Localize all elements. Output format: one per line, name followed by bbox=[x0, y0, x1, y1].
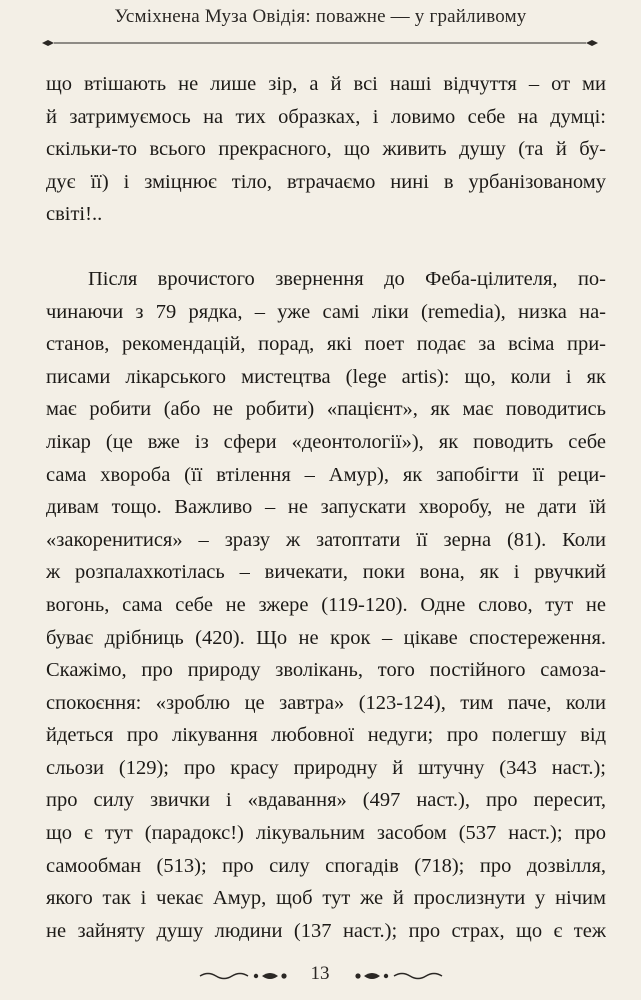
text-line: буває дрібниць (420). Що не крок – цікаве спостереження. bbox=[46, 626, 606, 649]
text-line: чинаючи з 79 рядка, – уже самі ліки (remedia), низка на- bbox=[46, 300, 606, 323]
page-number: 13 bbox=[310, 963, 330, 984]
text-line: сама хвороба (її втілення – Амур), як запобігти її реци- bbox=[46, 463, 606, 486]
text-line: не зайняту душу людини (137 наст.); про страх, що є теж bbox=[46, 919, 606, 942]
text-line: ж розпалахкотілась – вичекати, поки вона, як і рвучкий bbox=[46, 561, 606, 584]
text-line: сльози (129); про красу природну й штучну (343 наст.); bbox=[46, 756, 606, 779]
text-line: що є тут (парадокс!) лікувальним засобом (537 наст.); про bbox=[46, 822, 606, 845]
text-line: скільки-то всього прекрасного, що живить душу (та й бу- bbox=[46, 138, 606, 161]
text-line: спокоєння: «зроблю це завтра» (123-124), тим паче, коли bbox=[46, 691, 606, 714]
text-line: про силу звички і «вдавання» (497 наст.), про пересит, bbox=[46, 789, 606, 812]
text-line: дивам тощо. Важливо – не запускати хворобу, не дати їй bbox=[46, 496, 606, 519]
text-line: «закоренитися» – зразу ж затоптати її зерна (81). Коли bbox=[46, 528, 606, 551]
text-line: станов, рекомендацій, порад, які поет подає за всіма при- bbox=[46, 333, 606, 356]
text-line: Скажімо, про природу зволікань, того постійного самоза- bbox=[46, 659, 606, 682]
text-line: дує її) і зміцнює тіло, втрачаємо нині в урбанізованому bbox=[46, 170, 606, 193]
text-line: що втішають не лише зір, а й всі наші відчуття – от ми bbox=[46, 73, 606, 95]
text-line: лікар (це вже із сфери «деонтології»), як поводить себе bbox=[46, 430, 606, 453]
text-line: писами лікарського мистецтва (lege artis): що, коли і як bbox=[46, 365, 606, 388]
text-line: й затримуємось на тих образках, і ловимо себе на думці: bbox=[46, 105, 606, 128]
paragraph-1 bbox=[46, 68, 606, 231]
text-line: вогонь, сама себе не зжере (119-120). Одне слово, тут не bbox=[46, 593, 606, 616]
text-line: Після врочистого звернення до Феба-цілителя, по- bbox=[88, 267, 606, 290]
paragraph-gap bbox=[46, 231, 606, 263]
header-ornament-rule bbox=[40, 38, 600, 48]
text-line: має робити (або не робити) «пацієнт», як має поводитись bbox=[46, 398, 606, 421]
running-head: Усміхнена Муза Овідія: поважне — у грайливому bbox=[114, 6, 527, 27]
text-line: йдеться про лікування любовної недуги; про полегшу від bbox=[46, 724, 606, 747]
body-text bbox=[46, 68, 606, 947]
text-line: самообман (513); про силу спогадів (718); про дозвілля, bbox=[46, 854, 606, 877]
footer-ornament-right-icon bbox=[352, 969, 444, 983]
text-line: світі!.. bbox=[46, 203, 103, 226]
text-line: якого так і чекає Амур, щоб тут же й прослизнути у нічим bbox=[46, 887, 606, 910]
paragraph-2 bbox=[46, 263, 606, 947]
footer-ornament-left-icon bbox=[198, 969, 290, 983]
page-footer bbox=[0, 963, 641, 989]
